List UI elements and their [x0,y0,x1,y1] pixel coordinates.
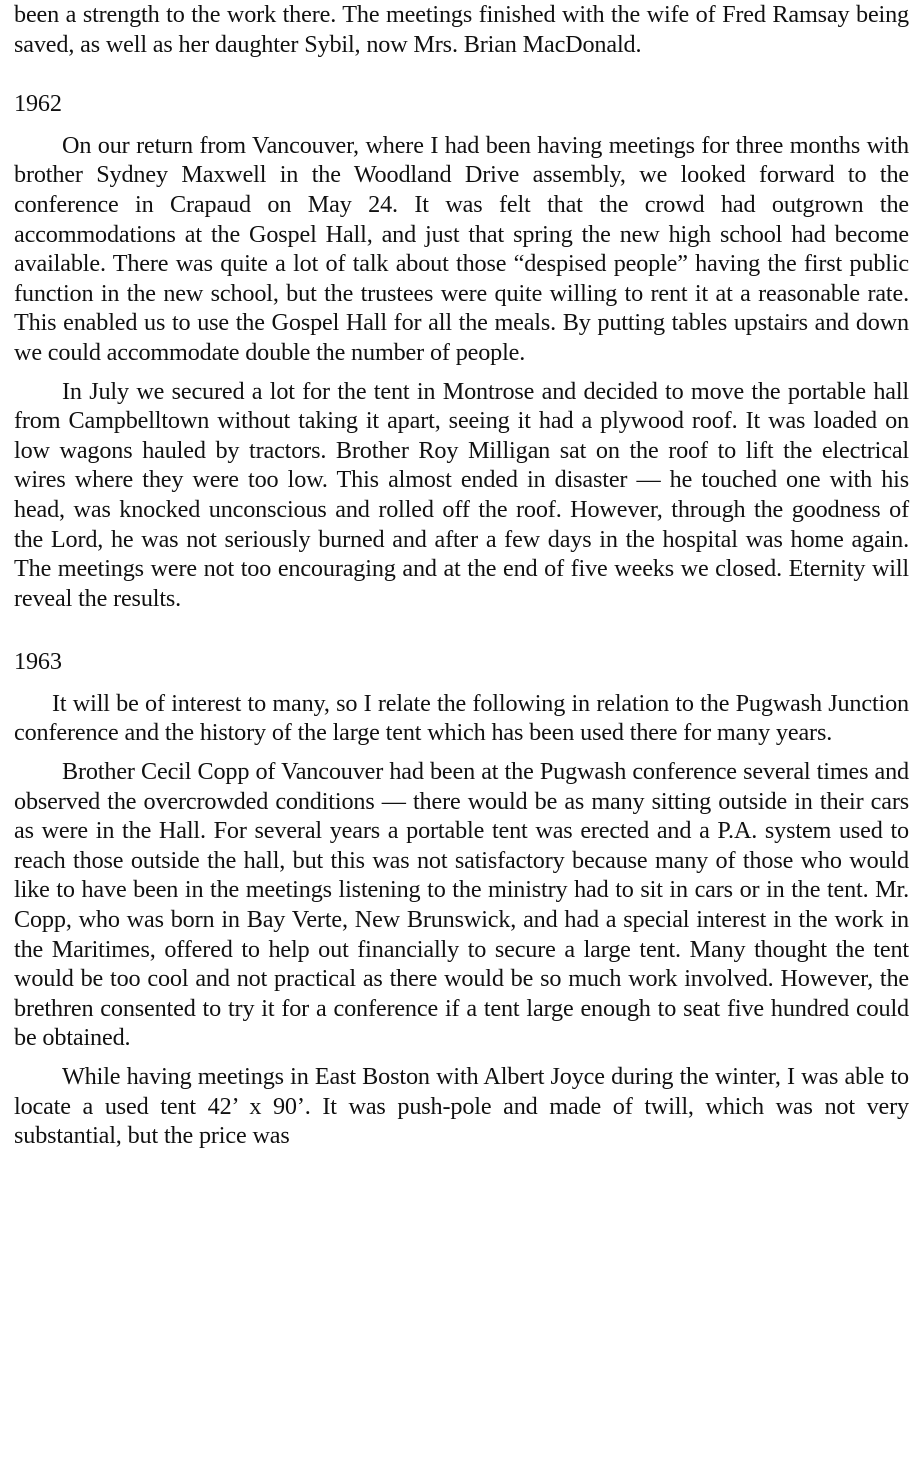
document-page [14,0,909,1151]
section-heading-1963: 1963 [14,648,62,676]
paragraph-1963-copp: Brother Cecil Copp of Vancouver had been at the Pugwash conference several times and observed the overcrowded conditions — there would be as many sitting outside in their cars as were in the Hall. For several years a portable tent was erected and a P.A. system used to reach those outside the hall, but this was not satisfactory because many of those who would like to have been in the meetings listening to the ministry had to sit in cars or in the tent. Mr. Copp, who was born in Bay Verte, New Brunswick, and had a special interest in the work in the Maritimes, offered to help out financially to secure a large tent. Many thought the tent would be too cool and not practical as there would be so much work involved. However, the brethren consented to try it for a conference if a tent large enough to seat five hundred could be obtained. [14,758,909,1052]
paragraph-1963-tent: While having meetings in East Boston with Albert Joyce during the winter, I was able to locate a used tent 42’ x 90’. It was push-pole and made of twill, which was not very substantial, but the price was [14,1063,909,1150]
paragraph-1963-intro: It will be of interest to many, so I relate the following in relation to the Pugwash Junction conference and the history of the large tent which has been used there for many years. [14,689,909,747]
continued-paragraph: been a strength to the work there. The meetings finished with the wife of Fred Ramsay being saved, as well as her daughter Sybil, now Mrs. Brian MacDonald. [14,1,909,58]
paragraph-1962-conference: On our return from Vancouver, where I had been having meetings for three months with brother Sydney Maxwell in the Woodland Drive assembly, we looked forward to the conference in Crapaud on May 24. It was felt that the crowd had outgrown the accommodations at the Gospel Hall, and just that spring the new high school had become available. There was quite a lot of talk about those “despised people” having the first public function in the new school, but the trustees were quite willing to rent it at a reasonable rate. This enabled us to use the Gospel Hall for all the meals. By putting tables upstairs and down we could accommodate double the number of people. [14,131,909,366]
paragraph-1962-montrose: In July we secured a lot for the tent in Montrose and decided to move the portable hall from Campbelltown without taking it apart, seeing it had a plywood roof. It was loaded on low wagons hauled by tractors. Brother Roy Milligan sat on the roof to lift the electrical wires where they were too low. This almost ended in disaster — he touched one with his head, was knocked unconscious and rolled off the roof. However, through the goodness of the Lord, he was not seriously burned and after a few days in the hospital was home again. The meetings were not too encouraging and at the end of five weeks we closed. Eternity will reveal the results. [14,377,909,612]
section-heading-1962: 1962 [14,90,62,118]
